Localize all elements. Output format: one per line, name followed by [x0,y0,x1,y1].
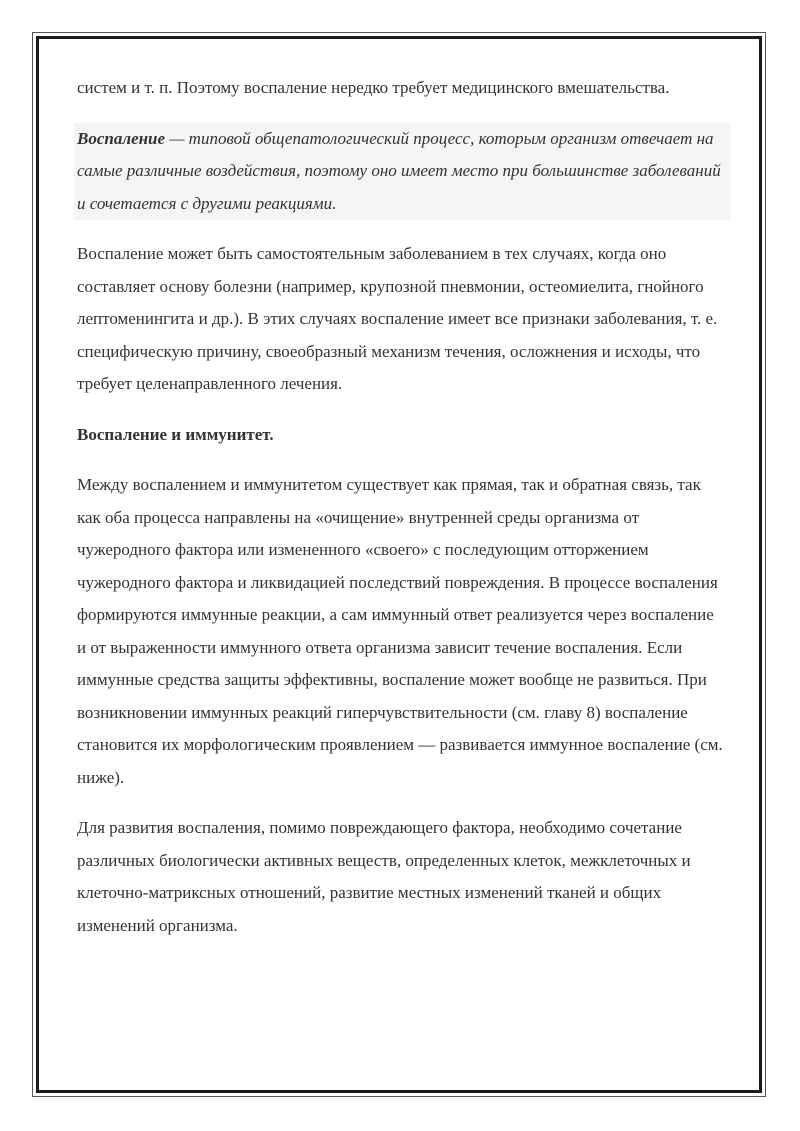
document-body [77,72,727,960]
definition-block [74,123,730,221]
definition-text: — типовой общепатологический процесс, которым организм отвечает на самые различные воздействия, поэтому оно имеет место при большинстве заболеваний и сочетается с другими реакциями. [77,128,721,213]
paragraph-continuation: систем и т. п. Поэтому воспаление нередко требует медицинского вмешательства. [77,78,670,97]
definition-term: Воспаление [77,128,166,148]
section-heading: Воспаление и иммунитет. [77,424,274,444]
paragraph-disease: Воспаление может быть самостоятельным заболеванием в тех случаях, когда оно составляет основу болезни (например, крупозной пневмонии, остеомиелита, гнойного лептоменингита и др.). В этих случаях воспаление имеет все признаки заболевания, т. е. специфическую причину, своеобразный механизм течения, осложнения и исходы, что требует целенаправленного лечения. [77,244,718,393]
paragraph-development: Для развития воспаления, помимо повреждающего фактора, необходимо сочетание различных биологически активных веществ, определенных клеток, межклеточных и клеточно-матриксных отношений, развитие местных изменений тканей и общих изменений организма. [77,818,691,935]
paragraph-immunity: Между воспалением и иммунитетом существует как прямая, так и обратная связь, так как оба процесса направлены на «очищение» внутренней среды организма от чужеродного фактора или измененного «своего» с последующим отторжением чужеродного фактора и ликвидацией последствий повреждения. В процессе воспаления формируются иммунные реакции, а сам иммунный ответ реализуется через воспаление и от выраженности иммунного ответа организма зависит течение воспаления. Если иммунные средства защиты эффективны, воспаление может вообще не развиться. При возникновении иммунных реакций гиперчувствительности (см. главу 8) воспаление становится их морфологическим проявлением — развивается иммунное воспаление (см. ниже). [77,475,723,787]
